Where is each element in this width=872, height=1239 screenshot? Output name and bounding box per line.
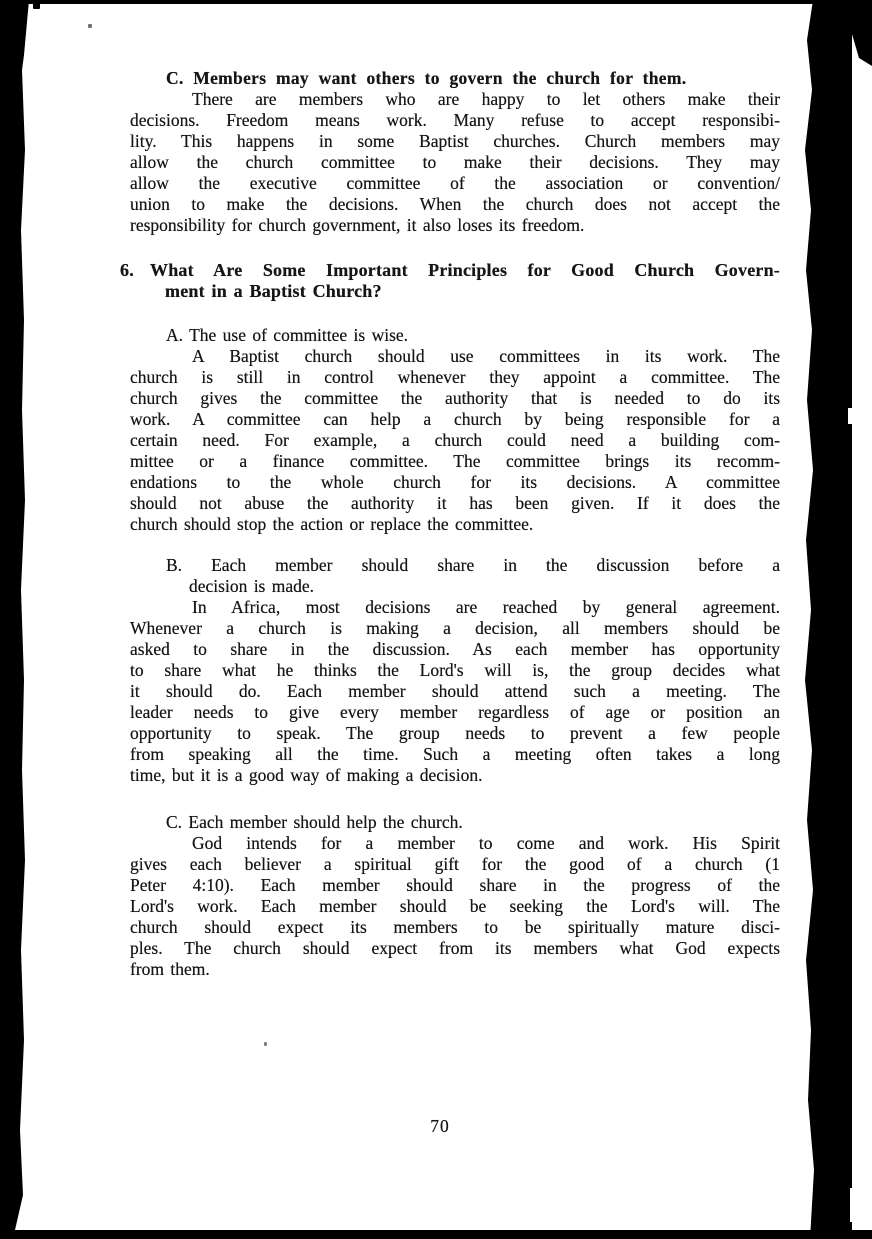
text-line: from speaking all the time. Such a meeting often takes a long	[130, 744, 780, 764]
page-number: 70	[430, 1116, 450, 1136]
text-line: should not abuse the authority it has been given. If it does the	[130, 493, 780, 513]
text-line: Peter 4:10). Each member should share in the progress of the	[130, 875, 780, 895]
subsection-c-heading: C. Members may want others to govern the church for them.	[166, 68, 687, 88]
scan-edge-top	[0, 0, 872, 4]
text-line: it should do. Each member should attend such a meeting. The	[130, 681, 780, 701]
text-line: opportunity to speak. The group needs to prevent a few people	[130, 723, 780, 743]
text-line: responsibility for church government, it also loses its freedom.	[130, 215, 585, 235]
text-line: church should expect its members to be spiritually mature disci-	[130, 917, 780, 937]
text-line: gives each believer a spiritual gift for the good of a church (1	[130, 854, 780, 874]
scan-gutter-notch	[850, 1188, 862, 1222]
scan-speck	[264, 1042, 267, 1046]
text-line: time, but it is a good way of making a decision.	[130, 765, 483, 785]
text-line: lity. This happens in some Baptist churches. Church members may	[130, 131, 780, 151]
point-a-heading	[166, 325, 780, 346]
text-line: God intends for a member to come and work. His Spirit	[192, 833, 780, 853]
text-line: decisions. Freedom means work. Many refuse to accept responsibi-	[130, 110, 780, 130]
text-line: leader needs to give every member regardless of age or position an	[130, 702, 780, 722]
subsection-c-members	[130, 68, 780, 236]
scan-gutter-notch	[848, 408, 857, 424]
question-number: 6.	[120, 260, 134, 280]
text-line: Lord's work. Each member should be seeking the Lord's will. The	[130, 896, 780, 916]
point-b-paragraph	[130, 597, 780, 786]
text-line: In Africa, most decisions are reached by general agreement.	[192, 597, 780, 617]
text-line: allow the church committee to make their decisions. They may	[130, 152, 780, 172]
text-line: church is still in control whenever they appoint a committee. The	[130, 367, 780, 387]
text-line: church should stop the action or replace the committee.	[130, 514, 534, 534]
text-line: C. Each member should help the church.	[166, 812, 463, 832]
text-line: B. Each member should share in the discussion before a	[166, 555, 780, 575]
point-c-section	[130, 812, 780, 980]
scan-speck	[88, 24, 92, 28]
scan-edge-right-gutter	[803, 0, 852, 1239]
subsection-c-paragraph	[130, 89, 780, 236]
scan-speck	[33, 0, 40, 9]
text-line: from them.	[130, 959, 210, 979]
text-line: asked to share in the discussion. As each member has opportunity	[130, 639, 780, 659]
point-a-paragraph	[130, 346, 780, 535]
text-line: A Baptist church should use committees in its work. The	[192, 346, 780, 366]
text-line: endations to the whole church for its decisions. A committee	[130, 472, 780, 492]
text-line: ples. The church should expect from its members what God expects	[130, 938, 780, 958]
text-line: certain need. For example, a church could need a building com-	[130, 430, 780, 450]
text-line: There are members who are happy to let others make their	[192, 89, 780, 109]
point-b-section	[130, 555, 780, 786]
text-line: church gives the committee the authority that is needed to do its	[130, 388, 780, 408]
point-c-paragraph	[130, 833, 780, 980]
text-line: A. The use of committee is wise.	[166, 325, 409, 345]
text-line: What Are Some Important Principles for Good Church Govern-	[150, 260, 780, 280]
text-line: union to make the decisions. When the church does not accept the	[130, 194, 780, 214]
point-a-section	[130, 325, 780, 535]
text-line: allow the executive committee of the association or convention/	[130, 173, 780, 193]
point-c-heading	[166, 812, 780, 833]
question-6-heading	[120, 260, 780, 302]
page-body-text	[120, 68, 780, 980]
point-b-heading	[166, 555, 780, 597]
scan-edge-bottom	[0, 1230, 872, 1239]
text-line: decision is made.	[189, 576, 315, 596]
text-line: to share what he thinks the Lord's will is, the group decides what	[130, 660, 780, 680]
question-heading-text	[150, 260, 780, 302]
text-line: ment in a Baptist Church?	[165, 281, 382, 301]
text-line: work. A committee can help a church by being responsible for a	[130, 409, 780, 429]
text-line: mittee or a finance committee. The committee brings its recomm-	[130, 451, 780, 471]
scan-edge-left	[0, 0, 30, 1239]
text-line: Whenever a church is making a decision, all members should be	[130, 618, 780, 638]
